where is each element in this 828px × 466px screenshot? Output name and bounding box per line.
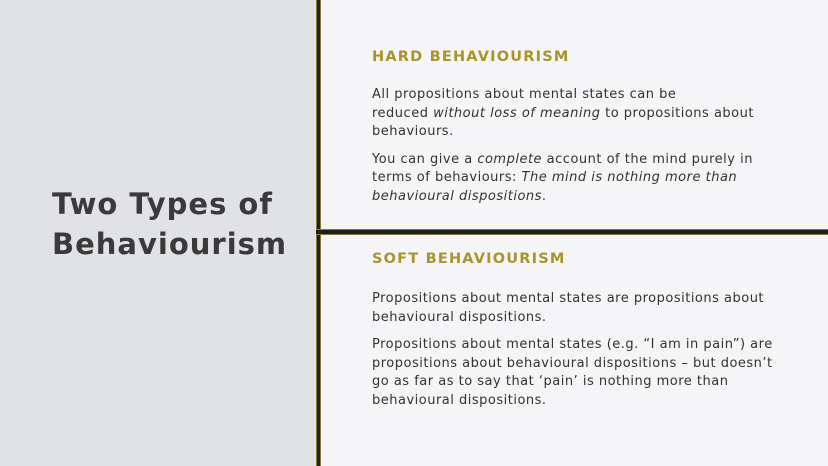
hard-behaviourism-heading: HARD BEHAVIOURISM [372, 49, 570, 65]
hard-p1-text-a: reduced [372, 105, 434, 121]
soft-behaviourism-paragraph-1: Propositions about mental states are propositions about behavioural dispositions. [372, 291, 765, 325]
slide-title-line-2: Behaviourism [52, 227, 288, 261]
hard-p2-text-b: account of the mind purely in terms of behaviours: [372, 151, 753, 185]
hard-behaviourism-paragraph-1 [372, 86, 792, 142]
slide-title-line-1: Two Types of [52, 187, 273, 221]
soft-behaviourism-heading: SOFT BEHAVIOURISM [372, 251, 566, 267]
hard-behaviourism-paragraph-2 [372, 151, 792, 207]
hard-p1-emphasis: without loss of meaning [433, 105, 601, 121]
hard-p1-text-b: to propositions about behaviours. [372, 105, 754, 139]
hard-p2-emphasis-1: complete [477, 151, 543, 167]
soft-behaviourism-paragraph-2: Propositions about mental states (e.g. “I am in pain”) are propositions about behavioural dispositions – but doesn’t go as far as to say that ‘pain’ is nothing more than behavioural dispositions. [372, 337, 773, 408]
hard-p2-text-a: You can give a [372, 151, 478, 167]
hard-p2-emphasis-2: The mind is nothing more than behavioural dispositions [372, 170, 738, 204]
hard-p2-text-c: . [541, 188, 547, 204]
horizontal-divider [316, 229, 828, 235]
hard-p1-line-1: All propositions about mental states can be [372, 87, 677, 102]
soft-behaviourism-section [372, 251, 792, 410]
hard-behaviourism-section [372, 49, 792, 206]
title-panel [0, 0, 316, 466]
slide-title [52, 184, 312, 264]
